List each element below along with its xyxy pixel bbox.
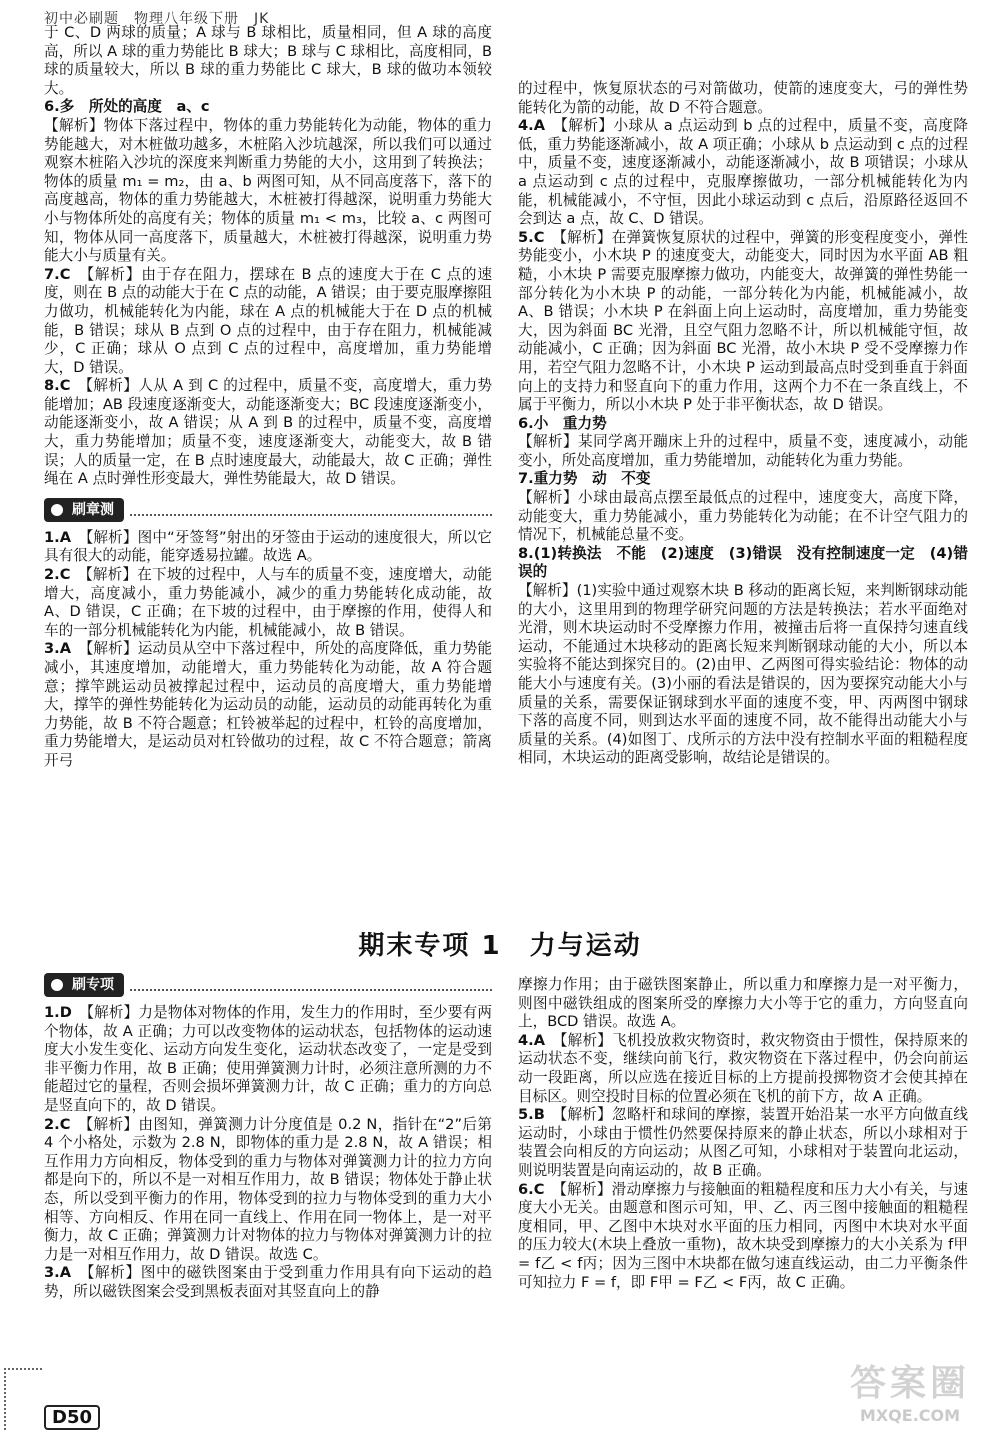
corner-decoration (4, 1368, 42, 1430)
right-item-6: 6.小 重力势 【解析】某同学离开蹦床上升的过程中，质量不变，速度减小，动能变小，所处高度增加，重力势能增加，动能转化为重力势能。 (518, 414, 968, 469)
right-item-4: 4.A 【解析】小球从 a 点运动到 b 点的过程中，质量不变，高度降低，重力势能逐渐减小，故 A 项正确；小球从 b 点运动到 c 点的过程中，质量不变，速度逐渐减小，动能逐渐减小，故 B 项错误；小球从 a 点运动到 c 点的过程中，克服摩擦做功，一部分机械能转化为内能，机械能减小，不守恒，因此小球运动到 c 点后，沿原路径返回不会到达 a 点，故 C、D 错误。 (518, 117, 968, 228)
right-continuation: 的过程中，恢复原状态的弓对箭做功，使箭的速度变大，弓的弹性势能转化为箭的动能，故 D 不符合题意。 (518, 80, 968, 116)
roll-icon (48, 976, 66, 994)
right-item-7: 7.重力势 动 不变 【解析】小球由最高点摆至最低点的过程中，速度变大，高度下降，动能变大，重力势能减小，重力势能转化为动能；在不计空气阻力的情况下，机械能总量不变。 (518, 470, 968, 544)
page-number: D50 (44, 1405, 100, 1430)
watermark-site: MXQE.COM (859, 1406, 961, 1425)
chapter-item-2: 2.C 【解析】在下坡的过程中，人与车的质量不变，速度增大，动能增大，高度减小，重力势能减小，减少的重力势能转化成动能，故 A、D 错误，C 正确；在下坡的过程中，由于摩擦的作用，使得人和车的一部分机械能转化为内能，机械能减小，故 B 错误。 (44, 566, 492, 639)
special-item-1: 1.D 【解析】力是物体对物体的作用，发生力的作用时，至少要有两个物体，故 A 正确；力可以改变物体的运动状态，包括物体的运动速度大小发生变化、运动方向发生变化，运动状态改变了，一定是受到非平衡力作用，故 B 正确；使用弹簧测力计时，必须注意所测的力不能超过它的量程，否则会损坏弹簧测力计，故 C 正确；重力的方向总是竖直向下的，故 D 错误。 (44, 1004, 492, 1114)
left-item-7: 7.C 【解析】由于存在阻力，摆球在 B 点的速度大于在 C 点的速度，则在 B 点的动能大于在 C 点的动能，A 错误；由于要克服摩擦阻力做功，机械能转化为内能，球在 A 点的机械能大于在 D 点的机械能，B 错误；球从 B 点到 O 点的过程中，由于存在阻力，机械能减少，C 正确；球从 O 点到 C 点的过程中，高度增加，重力势能增大，D 错误。 (44, 265, 492, 376)
special-item-3: 3.A 【解析】图中的磁铁图案由于受到重力作用具有向下运动的趋势，所以磁铁图案会受到黑板表面对其竖直向上的静 (44, 1264, 492, 1300)
watermark (830, 1355, 990, 1435)
left-item-0: 于 C、D 两球的质量；A 球与 B 球相比，质量相同，但 A 球的高度高，所以 A 球的重力势能比 B 球大；B 球与 C 球相比，高度相同，B 球的质量较大，所以 B 球的重力势能比 C 球大，B 球的做功本领较大。 (44, 24, 492, 97)
special-left-column (44, 972, 492, 1302)
left-column (44, 24, 492, 771)
chapter-item-1: 1.A 【解析】图中“牙签弩”射出的牙签由于运动的速度很大，所以它具有很大的动能，能穿透易拉罐。故选 A。 (44, 528, 492, 565)
page-header: 初中必刷题 物理八年级下册 JK (44, 11, 270, 27)
roll-icon (48, 501, 66, 519)
special-right-column (518, 976, 968, 1292)
right-item-5: 5.C 【解析】在弹簧恢复原状的过程中，弹簧的形变程度变小，弹性势能变小，小木块 P 的速度变大，动能变大，同时因为水平面 AB 粗糙，小木块 P 需要克服摩擦力做功，内能变大，故弹簧的弹性势能一部分转化为小木块 P 的动能，一部分转化为内能，机械能减小，故 A、B 错误；小木块 P 在斜面上向上运动时，高度增加，重力势能变大，因为斜面 BC 光滑，且空气阻力忽略不计，所以机械能守恒，故动能减小，C 正确；因为斜面 BC 光滑，故小木块 P 受不受摩擦力作用，若空气阻力忽略不计，小木块 P 运动到最高点时受到垂直于斜面向上的支持力和竖直向下的重力作用，这两个力不在一条直线上，不属于平衡力，所以小木块 P 处于非平衡状态，故 D 错误。 (518, 228, 968, 414)
left-item-6: 6.多 所处的高度 a、c 【解析】物体下落过程中，物体的重力势能转化为动能，物体的重力势能越大，对木桩做功越多，木桩陷入沙坑越深，所以我们可以通过观察木桩陷入沙坑的深度来判断重力势能的大小，这用到了转换法；物体的质量 m₁ = m₂，由 a、b 两图可知，从不同高度落下，落下的高度越高，物体的重力势能越大，木桩被打得越深，说明重力势能大小与物体所处的高度有关；物体的质量 m₁ < m₃，比较 a、c 两图可知，物体从同一高度落下，质量越大，木桩被打得越深，说明重力势能大小与质量有关。 (44, 98, 492, 265)
right-item-8: 8.(1)转换法 不能 (2)速度 (3)错误 没有控制速度一定 (4)错误的 【解析】(1)实验中通过观察木块 B 移动的距离长短，来判断钢球动能的大小，这里用到的物理学研究问题的方法是转换法；若水平面绝对光滑，则木块运动时不受摩擦力作用，被撞击后将一直保持匀速直线运动，不能通过木块移动的距离长短来判断钢球动能的大小，所以本实验将不能达到探究目的。(2)由甲、乙两图可得实验结论：物体的动能大小与速度有关。(3)小丽的看法是错误的，因为要探究动能大小与质量的关系，需要保证钢球到水平面的速度不变，甲、丙两图中钢球下落的高度不同，则到达水平面的速度不同，故不能得出动能大小与质量的关系。(4)如图丁、戊所示的方法中没有控制水平面的粗糙程度相同，木块运动的距离受影响，故结论是错误的。 (518, 544, 968, 767)
right-column (518, 80, 968, 768)
special-item-4: 4.A 【解析】飞机投放救灾物资时，救灾物资由于惯性，保持原来的运动状态不变，继续向前飞行，救灾物资在下落过程中，仍会向前运动一段距离，所以应选在接近目标的上方提前投掷物资才会使其掉在目标区。则空投时目标的位置必须在飞机的前下方，故 A 正确。 (518, 1031, 968, 1105)
watermark-seal: 答案圈 (849, 1363, 970, 1404)
special-item-5: 5.B 【解析】忽略杆和球间的摩擦，装置开始沿某一水平方向做直线运动时，小球由于惯性仍然要保持原来的静止状态，所以小球相对于装置会向相反的方向运动；从图乙可知，小球相对于装置向北运动，则说明装置是向南运动的，故 B 正确。 (518, 1106, 968, 1179)
special-continuation: 摩擦力作用；由于磁铁图案静止，所以重力和摩擦力是一对平衡力，则图中磁铁组成的图案所受的摩擦力大小等于它的重力，方向竖直向上，BCD 错误。故选 A。 (518, 976, 968, 1031)
left-item-8: 8.C 【解析】人从 A 到 C 的过程中，质量不变，高度增大，重力势能增加；AB 段速度逐渐变大，动能逐渐变大；BC 段速度逐渐变小，动能逐渐变小，故 A 错误；从 A 到 B 的过程中，质量不变，高度增大，重力势能增加；质量不变，速度逐渐变大，动能变大，故 B 错误；人的质量一定，在 B 点时速度最大，动能最大，故 C 正确；弹性绳在 A 点时弹性形变最大，弹性势能最大，故 D 错误。 (44, 377, 492, 488)
special-item-6: 6.C 【解析】滑动摩擦力与接触面的粗糙程度和压力大小有关，与速度大小无关。由题意和图示可知，甲、乙、丙三图中接触面的粗糙程度相同，甲、乙图中木块对水平面的压力相同，丙图中木块对水平面的压力较大(木块上叠放一重物)，故木块受到摩擦力的大小关系为 f甲 = f乙 < f丙；因为三图中木块都在做匀速直线运动，由二力平衡条件可知拉力 F = f，即 F甲 = F乙 < F丙，故 C 正确。 (518, 1180, 968, 1291)
section-chapter-label: 刷章测 (44, 497, 492, 523)
chapter-title: 期末专项 1 力与运动 (358, 931, 642, 961)
special-item-2: 2.C 【解析】由图知，弹簧测力计分度值是 0.2 N，指针在“2”后第 4 个小格处，示数为 2.8 N，即物体的重力是 2.8 N，故 A 错误；相互作用力方向相反，物体受到的重力与物体对弹簧测力计的拉力方向都是向下的，所以不是一对相互作用力，故 B 错误；物体处于静止状态，所以受到平衡力的作用，物体受到的拉力与物体受到的重力大小相等、方向相反、作用在同一直线上、作用在同一物体上，是一对平衡力，故 C 正确；弹簧测力计对物体的拉力与物体对弹簧测力计的拉力是一对相互作用力，故 D 错误。故选 C。 (44, 1115, 492, 1263)
section-special-label: 刷专项 (44, 972, 492, 998)
chapter-item-3: 3.A 【解析】运动员从空中下落过程中，所处的高度降低，重力势能减小，其速度增加，动能增大，重力势能转化为动能，故 A 符合题意；撑竿跳运动员被撑起过程中，运动员的高度增大，重力势能增大，撑竿的弹性势能转化为运动员的动能，运动员的动能再转化为重力势能，故 B 不符合题意；杠铃被举起的过程中，杠铃的高度增加，重力势能增大，是运动员对杠铃做功的过程，故 C 不符合题意；箭离开弓 (44, 640, 492, 769)
